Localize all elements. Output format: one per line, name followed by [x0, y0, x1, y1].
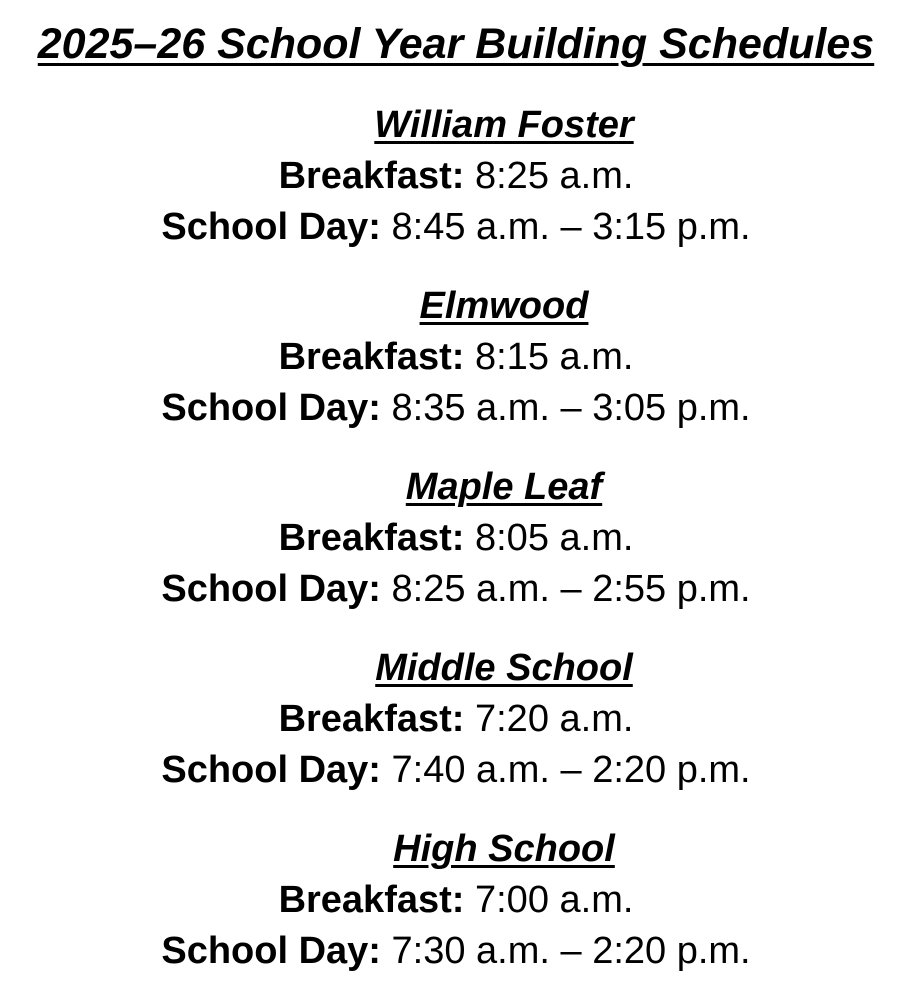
school-name: Maple Leaf — [405, 466, 603, 508]
school-day-line — [0, 564, 912, 615]
school-day-label: School Day: — [161, 930, 381, 972]
page-title: 2025–26 School Year Building Schedules — [37, 20, 875, 68]
school-name: High School — [393, 828, 615, 870]
school-name: Middle School — [375, 647, 633, 689]
school-day-line — [0, 383, 912, 434]
school-list — [0, 99, 912, 1004]
breakfast-line — [0, 151, 912, 202]
school-schedule-maple-leaf — [0, 461, 912, 642]
school-day-time: 8:45 a.m. – 3:15 p.m. — [380, 206, 751, 248]
school-day-label: School Day: — [161, 387, 381, 429]
school-schedule-high-school — [0, 823, 912, 1004]
school-name: Elmwood — [419, 285, 589, 327]
breakfast-line — [0, 875, 912, 926]
school-day-time: 7:40 a.m. – 2:20 p.m. — [380, 749, 751, 791]
breakfast-line — [0, 694, 912, 745]
school-day-line — [0, 745, 912, 796]
breakfast-line — [0, 513, 912, 564]
breakfast-time: 7:20 a.m. — [464, 698, 634, 740]
breakfast-label: Breakfast: — [278, 879, 465, 921]
breakfast-time: 8:05 a.m. — [464, 517, 634, 559]
school-day-time: 8:35 a.m. – 3:05 p.m. — [380, 387, 751, 429]
school-schedule-elmwood — [0, 280, 912, 461]
breakfast-line — [0, 332, 912, 383]
school-day-label: School Day: — [161, 568, 381, 610]
breakfast-label: Breakfast: — [278, 517, 465, 559]
school-day-time: 7:30 a.m. – 2:20 p.m. — [380, 930, 751, 972]
breakfast-label: Breakfast: — [278, 336, 465, 378]
school-schedule-middle-school — [0, 642, 912, 823]
school-schedule-william-foster — [0, 99, 912, 280]
school-day-time: 8:25 a.m. – 2:55 p.m. — [380, 568, 751, 610]
school-day-line — [0, 202, 912, 253]
breakfast-time: 7:00 a.m. — [464, 879, 634, 921]
school-day-label: School Day: — [161, 749, 381, 791]
breakfast-label: Breakfast: — [278, 155, 465, 197]
breakfast-time: 8:25 a.m. — [464, 155, 634, 197]
school-name: William Foster — [374, 104, 634, 146]
school-day-line — [0, 926, 912, 977]
school-day-label: School Day: — [161, 206, 381, 248]
breakfast-time: 8:15 a.m. — [464, 336, 634, 378]
breakfast-label: Breakfast: — [278, 698, 465, 740]
